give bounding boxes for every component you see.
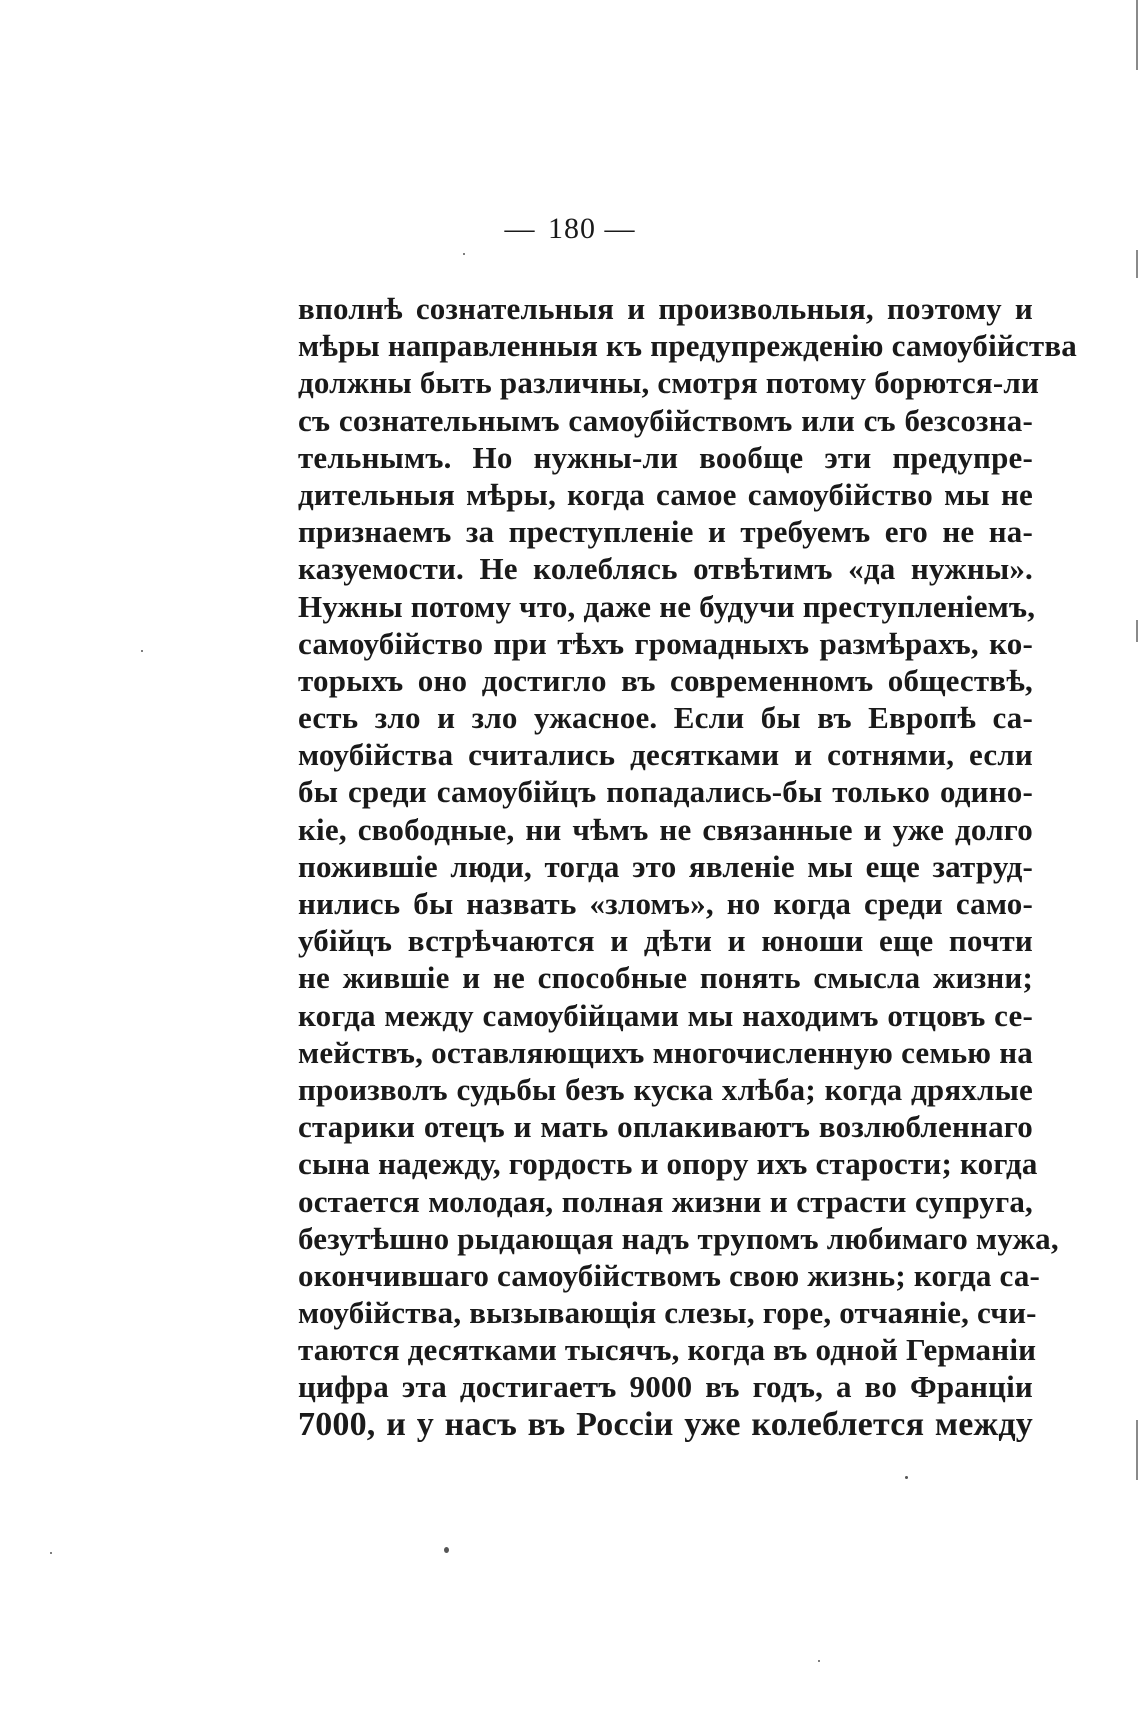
scan-edge-mark <box>1136 1420 1138 1480</box>
text-line: убійцъ встрѣчаются и дѣти и юноши еще почти <box>298 923 1033 959</box>
page-number <box>0 212 1140 246</box>
scan-speck <box>905 1476 908 1479</box>
text-line: когда между самоубійцами мы находимъ отцовъ се- <box>298 997 1033 1033</box>
text-line-last: 7000, и у насъ въ Россіи уже колеблется между <box>298 1405 1033 1443</box>
text-line: остается молодая, полная жизни и страсти супруга, <box>298 1183 1033 1219</box>
text-line: тельнымъ. Но нужны-ли вообще эти предупре- <box>298 439 1033 475</box>
page-number-dash-right: — <box>604 212 636 245</box>
text-line: самоубійство при тѣхъ громадныхъ размѣрахъ, ко- <box>298 625 1033 661</box>
text-line: съ сознательнымъ самоубійствомъ или съ безсозна- <box>298 402 1033 438</box>
text-line: мѣры направленныя къ предупрежденію самоубійства <box>298 328 1077 364</box>
text-line: дительныя мѣры, когда самое самоубійство мы не <box>298 476 1033 512</box>
text-line: моубійства считались десятками и сотнями, если <box>298 737 1033 773</box>
scan-edge-mark <box>1136 0 1138 70</box>
body-text <box>298 290 1077 1443</box>
text-line: казуемости. Не колеблясь отвѣтимъ «да нужны». <box>298 551 1033 587</box>
text-line: моубійства, вызывающія слезы, горе, отчаяніе, счи- <box>298 1295 1037 1331</box>
text-line: кіе, свободные, ни чѣмъ не связанные и уже долго <box>298 811 1033 847</box>
text-line: торыхъ оно достигло въ современномъ обществѣ, <box>298 662 1033 698</box>
scan-speck <box>463 253 465 255</box>
text-line: безутѣшно рыдающая надъ трупомъ любимаго мужа, <box>298 1220 1059 1256</box>
text-line: цифра эта достигаетъ 9000 въ годъ, а во Франціи <box>298 1369 1033 1405</box>
scan-speck <box>50 1552 52 1554</box>
text-line: произволъ судьбы безъ куска хлѣба; когда дряхлые <box>298 1071 1033 1107</box>
page-number-dash-left: — <box>504 212 536 245</box>
text-line: вполнѣ сознательныя и произвольныя, поэтому и <box>298 291 1033 326</box>
text-line: не жившіе и не способные понять смысла жизни; <box>298 960 1033 996</box>
scan-speck <box>444 1547 449 1553</box>
scan-speck <box>141 650 143 652</box>
text-line: сына надежду, гордость и опору ихъ старости; когда <box>298 1146 1038 1182</box>
text-line: мействъ, оставляющихъ многочисленную семью на <box>298 1034 1033 1070</box>
text-line: старики отецъ и мать оплакиваютъ возлюбленнаго <box>298 1109 1033 1145</box>
scan-edge-mark <box>1136 620 1138 642</box>
text-line: должны быть различны, смотря потому борются-ли <box>298 365 1040 401</box>
text-line: Нужны потому что, даже не будучи преступленіемъ, <box>298 588 1036 624</box>
scan-speck <box>818 1660 820 1662</box>
text-line: есть зло и зло ужасное. Если бы въ Европѣ са- <box>298 700 1033 736</box>
page-number-value: 180 <box>548 212 596 245</box>
text-line: пожившіе люди, тогда это явленіе мы еще затруд- <box>298 848 1033 884</box>
text-line: признаемъ за преступленіе и требуемъ его не на- <box>298 514 1033 550</box>
text-line: бы среди самоубійцъ попадались-бы только одино- <box>298 774 1033 810</box>
text-line: нились бы назвать «зломъ», но когда среди само- <box>298 886 1033 921</box>
text-line: окончившаго самоубійствомъ свою жизнь; когда са- <box>298 1257 1041 1293</box>
scan-edge-mark <box>1136 250 1138 278</box>
text-line: таются десятками тысячъ, когда въ одной Германіи <box>298 1332 1037 1368</box>
